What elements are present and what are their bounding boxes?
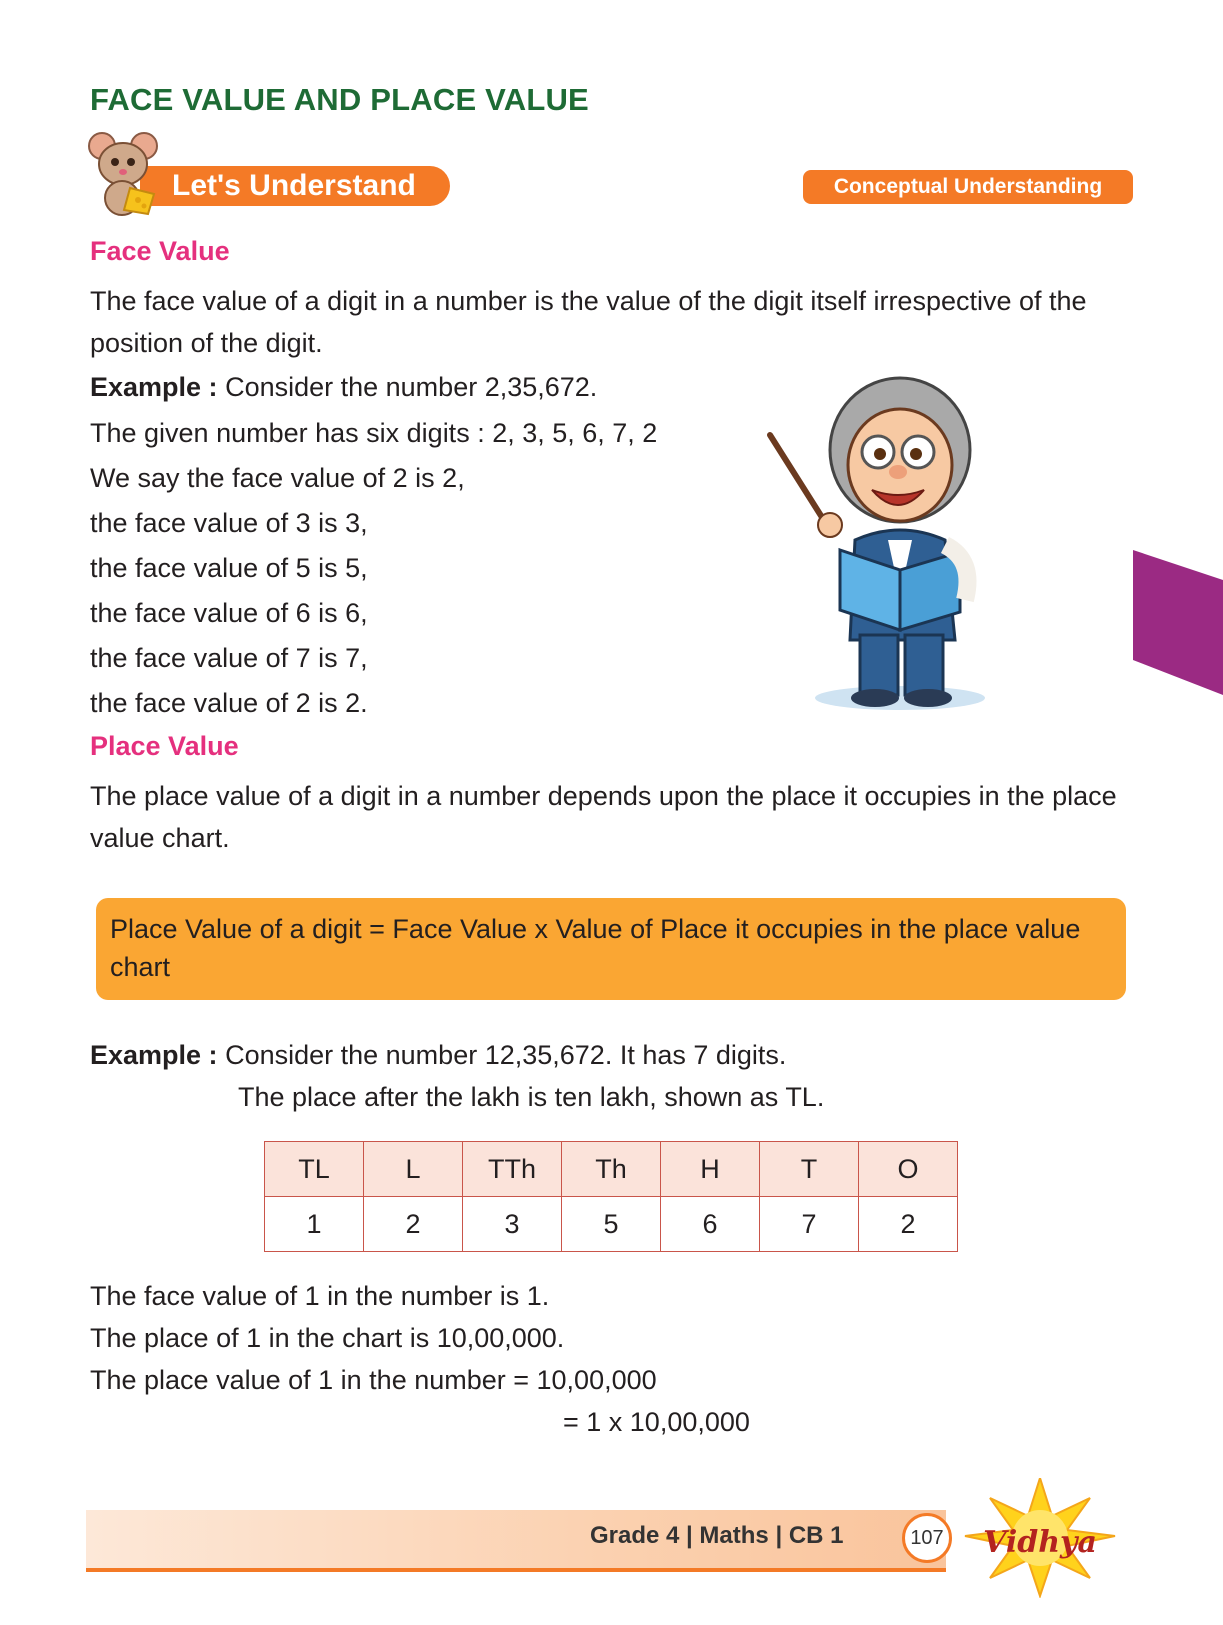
digit-cell: 1 xyxy=(265,1197,364,1252)
face-value-line: the face value of 5 is 5, xyxy=(90,553,368,583)
example-label: Example : xyxy=(90,1040,218,1070)
conclusion-line: The place value of 1 in the number = 10,00,000 xyxy=(90,1365,657,1395)
mouse-mascot-icon xyxy=(88,128,160,218)
conclusion-line: = 1 x 10,00,000 xyxy=(563,1407,750,1437)
place-value-chart xyxy=(264,1141,958,1252)
face-value-line: the face value of 3 is 3, xyxy=(90,508,368,538)
face-value-line: We say the face value of 2 is 2, xyxy=(90,463,465,493)
place-header-cell: TL xyxy=(265,1142,364,1197)
lets-understand-banner: Let's Understand xyxy=(140,166,450,206)
digit-cell: 2 xyxy=(364,1197,463,1252)
digit-cell: 7 xyxy=(760,1197,859,1252)
place-value-chart-header-row xyxy=(265,1142,958,1197)
place-header-cell: H xyxy=(661,1142,760,1197)
place-value-example-line2: The place after the lakh is ten lakh, shown as TL. xyxy=(238,1082,825,1112)
example-text: Consider the number 12,35,672. It has 7 digits. xyxy=(217,1040,787,1070)
page-title: FACE VALUE AND PLACE VALUE xyxy=(90,82,589,117)
face-value-line: the face value of 2 is 2. xyxy=(90,688,368,718)
place-header-cell: L xyxy=(364,1142,463,1197)
vidhya-logo-text: Vidhya xyxy=(983,1525,1097,1560)
place-header-cell: T xyxy=(760,1142,859,1197)
conclusion-line: The face value of 1 in the number is 1. xyxy=(90,1281,550,1311)
place-header-cell: O xyxy=(859,1142,958,1197)
example-label: Example : xyxy=(90,372,218,402)
face-value-definition: The face value of a digit in a number is the value of the digit itself irrespective of the position of the digit. xyxy=(90,286,1087,358)
chapter-side-tab xyxy=(1133,550,1223,695)
example-text: Consider the number 2,35,672. xyxy=(217,372,598,402)
face-value-heading: Face Value xyxy=(90,236,230,266)
footer-grade-subject: Grade 4 | Maths | CB 1 xyxy=(590,1522,844,1549)
conclusion-line: The place of 1 in the chart is 10,00,000. xyxy=(90,1323,565,1353)
face-value-line: the face value of 6 is 6, xyxy=(90,598,368,628)
place-value-formula-box: Place Value of a digit = Face Value x Value of Place it occupies in the place value chart xyxy=(96,898,1126,1000)
place-value-heading: Place Value xyxy=(90,731,239,761)
digit-cell: 3 xyxy=(463,1197,562,1252)
face-value-line: the face value of 7 is 7, xyxy=(90,643,368,673)
place-header-cell: Th xyxy=(562,1142,661,1197)
place-value-chart-digit-row xyxy=(265,1197,958,1252)
vidhya-logo-icon xyxy=(955,1478,1125,1598)
place-value-example xyxy=(90,1040,786,1071)
place-header-cell: TTh xyxy=(463,1142,562,1197)
page-number: 107 xyxy=(902,1513,952,1563)
place-value-definition: The place value of a digit in a number depends upon the place it occupies in the place value chart. xyxy=(90,781,1117,853)
face-value-example xyxy=(90,372,597,403)
digit-cell: 2 xyxy=(859,1197,958,1252)
digit-cell: 5 xyxy=(562,1197,661,1252)
teacher-illustration-icon xyxy=(760,340,1010,720)
digit-cell: 6 xyxy=(661,1197,760,1252)
face-value-line: The given number has six digits : 2, 3, 5, 6, 7, 2 xyxy=(90,418,658,448)
conceptual-understanding-badge: Conceptual Understanding xyxy=(803,170,1133,204)
